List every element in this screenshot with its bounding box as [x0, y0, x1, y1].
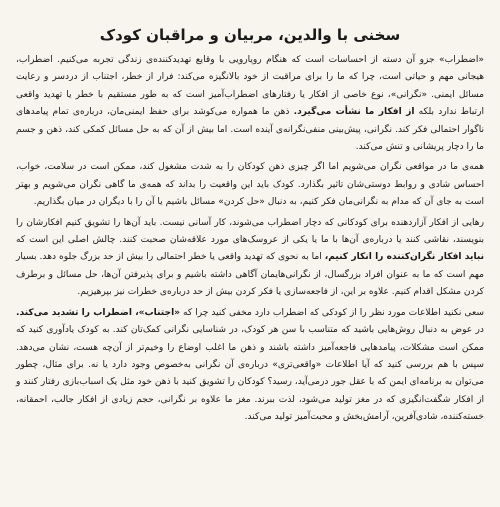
emphasized-text: نباید افکار نگران‌کننده را انکار کنیم، [324, 252, 484, 263]
paragraph-avoidance [16, 305, 484, 427]
paragraph-text: در عوض به دنبال روش‌هایی باشید که متناسب با سن هر کودک، در شناسایی نگرانی کمک‌تان کند. به کودک یادآوری کنید که ممکن است مشکلات، پیامدهایی فاجعه‌آمیز داشته باشند و ذهن ما اغلب اوضاع را وخیم‌تر از آن‌چه هست، نشان می‌دهد. سپس با هم بررسی کنید که آیا اطلاعات «واقعی‌تری» درباره‌ی آن نگرانی به‌خصوص وجود دارد یا نه. برای مثال، چطور می‌توان به برنامه‌ای ایمن که با عقل جور درمی‌آید، رسید؟ کودکان را تشویق کنید با ذهن خود مثل یک اسباب‌بازی رفتار کنند و از افکار شگفت‌انگیزی که در مغز تولید می‌شود، لذت ببرند. مغز ما علاوه بر نگرانی، حجم زیادی از افکار جالب، احمقانه، خسته‌کننده، شادی‌آفرین، آرامش‌بخش و محبت‌آمیز تولید می‌کند. [16, 325, 484, 423]
paragraph-text: «اضطراب» جزو آن دسته از احساسات است که هنگام رویارویی با وقایع تهدیدکننده‌ی زندگی تجربه می‌کنیم. اضطراب، هیجانی مهم و حیاتی است، چرا که ما را برای مراقبت از خود بالانگیزه می‌کند: فرار از خطر، اجتناب از دردسر و رعایت مسائل ایمنی. «نگرانی»، نوع خاصی از افکار یا رفتارهای اضطراب‌آمیز است که به طور مستقیم با خطر یا تهدید واقعی ارتباط ندارد بلکه [16, 55, 484, 118]
page-title: سخنی با والدین، مربیان و مراقبان کودک [99, 26, 401, 44]
emphasized-text: «اجتناب»، اضطراب را تشدید می‌کند. [16, 307, 181, 318]
paragraph-text: ذهن ما همواره می‌کوشد برای حفظ ایمنی‌مان، درباره‌ی تمام پیامدهای ناگوار احتمالی فکر کند. نگرانی، پیش‌بینی منفی‌نگرانه‌ی آینده است. اما بیش از آن که به حل مسائل کمکی کند، ذهن و جسم ما را دچار پریشانی و تنش می‌کند. [16, 107, 484, 153]
paragraph-worry-in-children [16, 159, 484, 211]
paragraph-anxiety-definition [16, 52, 484, 156]
paragraph-text: رهایی از افکار آزاردهنده برای کودکانی که دچار اضطراب می‌شوند، کار آسانی نیست. باید آن‌ها را تشویق کنیم افکارشان را بنویسند، نقاشی کنند یا درباره‌ی آن‌ها با ما یا یکی از عروسک‌های مورد علاقه‌شان صحبت کنند. چالش اصلی این است که [16, 217, 484, 246]
paragraph-letting-go [16, 215, 484, 302]
paragraph-text: سعی نکنید اطلاعات مورد نظر را از کودکی که اضطراب دارد مخفی کنید چرا که [180, 307, 484, 318]
emphasized-text: از افکار ما نشأت می‌گیرد. [293, 107, 415, 118]
paragraph-text: اما به نحوی که تهدید واقعی یا خطر احتمالی را بیش از حد بزرگ جلوه دهد. بسیار مهم است که ما به عنوان افراد بزرگسال، از نگرانی‌هایمان آگاهی داشته باشیم و برای پذیرفتن آن‌ها، حل مسائل و برطرف کردن مشکل اقدام کنیم. علاوه بر این، از فاجعه‌سازی یا فکر کردن بیش از حد درباره‌ی خطرات نیز بپرهیزیم. [16, 252, 484, 298]
paragraph-text: همه‌ی ما در مواقعی نگران می‌شویم اما اگر چیزی ذهن کودکان را به شدت مشغول کند، ممکن است در سلامت، خواب، احساس شادی و روابط دوستی‌شان تاثیر بگذارد. کودک باید این واقعیت را بداند که همه‌ی ما گاهی نگران می‌شویم و بهتر است به جای آن که مدام به نگرانی‌مان فکر کنیم، به دنبال «حل کردن» مسائل باشیم یا آن را با دیگران در میان بگذاریم. [16, 162, 484, 208]
